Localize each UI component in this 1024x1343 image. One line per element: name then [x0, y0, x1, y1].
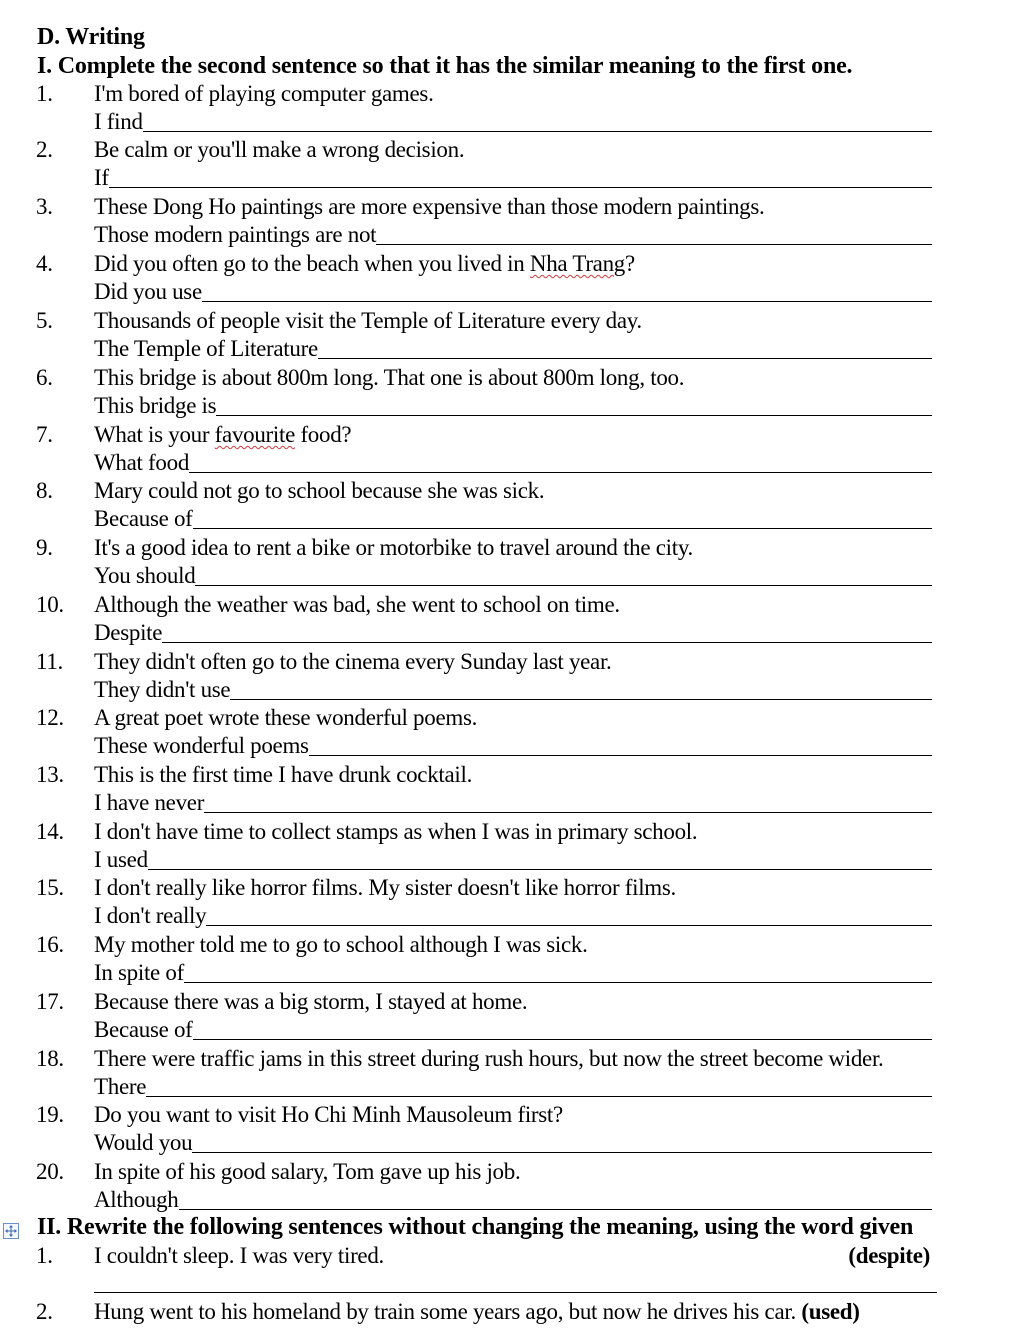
- question-sentence: There were traffic jams in this street during rush hours, but now the street become wider.: [94, 1046, 884, 1071]
- answer-blank[interactable]: [192, 1132, 932, 1153]
- question-number: 19.: [36, 1102, 64, 1127]
- question-sentence: Do you want to visit Ho Chi Minh Mausoleum first?: [94, 1102, 563, 1127]
- question-number: 6.: [36, 365, 53, 390]
- answer-row: [94, 959, 932, 987]
- question-sentence: [94, 1298, 860, 1326]
- answer-blank[interactable]: [204, 792, 932, 813]
- answer-row: [94, 221, 932, 249]
- question-sentence: I couldn't sleep. I was very tired.: [94, 1243, 384, 1268]
- question-sentence: Be calm or you'll make a wrong decision.: [94, 137, 465, 162]
- question-number: 12.: [36, 705, 64, 730]
- answer-stem: I have never: [94, 790, 205, 815]
- question-number: 1.: [36, 1243, 53, 1268]
- answer-blank[interactable]: [146, 1076, 932, 1097]
- question-row: [0, 307, 1024, 364]
- answer-row: [94, 505, 932, 533]
- question-row: [0, 421, 1024, 478]
- answer-stem: Those modern paintings are not: [94, 222, 377, 247]
- question-number: 9.: [36, 535, 53, 560]
- question-number: 3.: [36, 194, 53, 219]
- question-sentence: Because there was a big storm, I stayed at home.: [94, 989, 528, 1014]
- question-number: 1.: [36, 81, 53, 106]
- answer-stem: In spite of: [94, 960, 184, 985]
- question-number: 7.: [36, 422, 53, 447]
- question-sentence: Although the weather was bad, she went to school on time.: [94, 592, 620, 617]
- answer-stem: I find: [94, 109, 143, 134]
- answer-row: [94, 1016, 932, 1044]
- answer-blank[interactable]: [230, 679, 932, 700]
- question-sentence: Mary could not go to school because she was sick.: [94, 478, 545, 503]
- question-sentence: These Dong Ho paintings are more expensive than those modern paintings.: [94, 194, 765, 219]
- answer-stem: I don't really: [94, 903, 207, 928]
- answer-blank[interactable]: [309, 735, 932, 756]
- sentence-text: ?: [624, 251, 635, 276]
- answer-blank[interactable]: [109, 167, 932, 188]
- question-number: 2.: [36, 1299, 53, 1324]
- answer-stem: The Temple of Literature: [94, 336, 318, 361]
- sentence-text: Did you often go to the beach when you lived in: [94, 251, 530, 276]
- question-row: [0, 193, 1024, 250]
- question-row: [0, 250, 1024, 307]
- question-sentence: I'm bored of playing computer games.: [94, 81, 434, 106]
- question-row: [0, 761, 1024, 818]
- question-row: [0, 931, 1024, 988]
- answer-row: [94, 164, 932, 192]
- answer-blank[interactable]: [216, 395, 932, 416]
- answer-stem: Because of: [94, 1017, 193, 1042]
- question-sentence: In spite of his good salary, Tom gave up his job.: [94, 1159, 521, 1184]
- question-row: [0, 534, 1024, 591]
- answer-blank[interactable]: [179, 1189, 933, 1210]
- answer-row: [94, 392, 932, 420]
- spellcheck-marked-word[interactable]: Nha Trang: [529, 251, 625, 276]
- answer-row: [94, 846, 932, 874]
- answer-row: [94, 1186, 932, 1214]
- question-row: [0, 1045, 1024, 1102]
- question-row: [0, 818, 1024, 875]
- question-row: [0, 477, 1024, 534]
- answer-blank[interactable]: [94, 1292, 937, 1293]
- question-sentence: This is the first time I have drunk cocktail.: [94, 762, 473, 787]
- answer-blank[interactable]: [193, 1019, 932, 1040]
- answer-row: [94, 1129, 932, 1157]
- answer-row: [94, 619, 932, 647]
- question-row: [0, 80, 1024, 137]
- answer-blank[interactable]: [184, 962, 932, 983]
- answer-blank[interactable]: [318, 338, 932, 359]
- question-row: [0, 874, 1024, 931]
- answer-blank[interactable]: [206, 905, 932, 926]
- rewrite-question-row: [0, 1298, 1024, 1328]
- move-handle-icon[interactable]: [3, 1223, 19, 1239]
- spellcheck-marked-word[interactable]: favourite: [214, 422, 295, 447]
- answer-blank[interactable]: [193, 508, 932, 529]
- answer-stem: Despite: [94, 620, 163, 645]
- question-sentence: Thousands of people visit the Temple of Literature every day.: [94, 308, 642, 333]
- question-number: 2.: [36, 137, 53, 162]
- question-sentence: [94, 421, 351, 449]
- answer-stem: You should: [94, 563, 196, 588]
- answer-row: [94, 902, 932, 930]
- question-number: 17.: [36, 989, 64, 1014]
- question-row: [0, 1101, 1024, 1158]
- answer-blank[interactable]: [148, 849, 932, 870]
- answer-blank[interactable]: [162, 622, 932, 643]
- answer-stem: What food: [94, 450, 190, 475]
- section-title: D. Writing: [37, 24, 145, 50]
- question-row: [0, 591, 1024, 648]
- question-row: [0, 1158, 1024, 1215]
- question-number: 8.: [36, 478, 53, 503]
- question-sentence: I don't have time to collect stamps as when I was in primary school.: [94, 819, 698, 844]
- given-word: (used): [801, 1299, 860, 1324]
- answer-blank[interactable]: [202, 281, 932, 302]
- answer-stem: If: [94, 165, 109, 190]
- answer-row: [94, 1073, 932, 1101]
- answer-stem: They didn't use: [94, 677, 231, 702]
- question-number: 14.: [36, 819, 64, 844]
- question-sentence: I don't really like horror films. My sister doesn't like horror films.: [94, 875, 676, 900]
- answer-stem: This bridge is: [94, 393, 217, 418]
- answer-row: [94, 789, 932, 817]
- question-number: 18.: [36, 1046, 64, 1071]
- answer-row: [94, 108, 932, 136]
- answer-stem: Because of: [94, 506, 193, 531]
- sentence-text: food?: [295, 422, 352, 447]
- question-number: 10.: [36, 592, 64, 617]
- answer-row: [94, 562, 932, 590]
- question-number: 20.: [36, 1159, 64, 1184]
- question-number: 11.: [36, 649, 63, 674]
- question-number: 5.: [36, 308, 53, 333]
- question-row: [0, 136, 1024, 193]
- answer-blank[interactable]: [189, 452, 932, 473]
- answer-stem: These wonderful poems: [94, 733, 309, 758]
- answer-blank[interactable]: [143, 111, 932, 132]
- question-row: [0, 648, 1024, 705]
- question-row: [0, 364, 1024, 421]
- answer-stem: Although: [94, 1187, 179, 1212]
- answer-row: [94, 676, 932, 704]
- answer-stem: There: [94, 1074, 147, 1099]
- question-number: 16.: [36, 932, 64, 957]
- question-sentence: It's a good idea to rent a bike or motorbike to travel around the city.: [94, 535, 693, 560]
- answer-stem: Did you use: [94, 279, 202, 304]
- part2-title: II. Rewrite the following sentences without changing the meaning, using the word given: [37, 1214, 914, 1240]
- question-sentence: My mother told me to go to school although I was sick.: [94, 932, 588, 957]
- question-number: 15.: [36, 875, 64, 900]
- answer-row: [94, 449, 932, 477]
- question-row: [0, 704, 1024, 761]
- question-sentence: A great poet wrote these wonderful poems.: [94, 705, 478, 730]
- answer-blank[interactable]: [195, 565, 932, 586]
- sentence-text: Hung went to his homeland by train some years ago, but now he drives his car.: [94, 1299, 796, 1324]
- question-number: 4.: [36, 251, 53, 276]
- answer-stem: I used: [94, 847, 148, 872]
- given-word: (despite): [848, 1243, 930, 1268]
- answer-row: [94, 278, 932, 306]
- question-number: 13.: [36, 762, 64, 787]
- answer-stem: Would you: [94, 1130, 193, 1155]
- part1-title: I. Complete the second sentence so that it has the similar meaning to the first one.: [37, 53, 853, 79]
- answer-blank[interactable]: [376, 224, 932, 245]
- answer-row: [94, 335, 932, 363]
- question-row: [0, 988, 1024, 1045]
- question-sentence: They didn't often go to the cinema every Sunday last year.: [94, 649, 612, 674]
- question-sentence: [94, 250, 635, 278]
- answer-row: [94, 732, 932, 760]
- sentence-text: What is your: [94, 422, 215, 447]
- question-sentence: This bridge is about 800m long. That one is about 800m long, too.: [94, 365, 685, 390]
- rewrite-question-row: [0, 1242, 1024, 1298]
